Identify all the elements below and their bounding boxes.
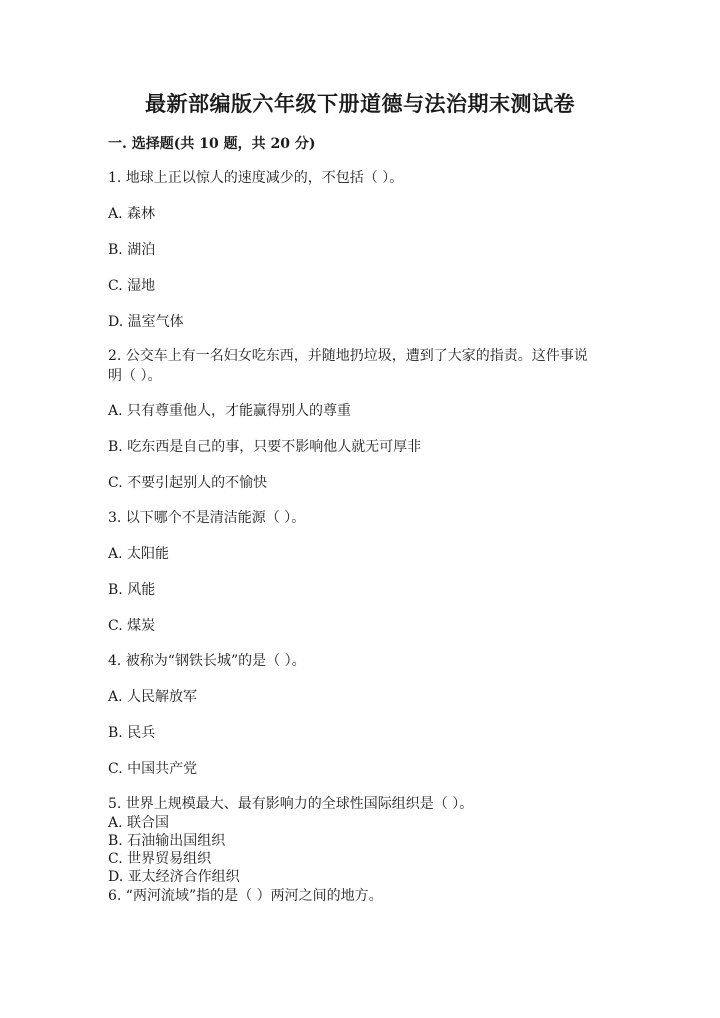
question-5-option-d: D. 亚太经济合作组织: [108, 869, 240, 885]
section-heading: 一. 选择题(共 10 题，共 20 分): [108, 136, 316, 152]
question-2-option-a: A. 只有尊重他人，才能赢得别人的尊重: [108, 403, 352, 419]
question-1-option-b: B. 湖泊: [108, 242, 156, 258]
question-2-stem-line2: 明（ ）。: [108, 368, 162, 384]
question-3-option-a: A. 太阳能: [108, 546, 170, 562]
question-3-option-c: C. 煤炭: [108, 618, 156, 634]
question-2-option-b: B. 吃东西是自己的事，只要不影响他人就无可厚非: [108, 439, 422, 455]
question-1-option-d: D. 温室气体: [108, 314, 184, 330]
question-2-stem-line1: 2. 公交车上有一名妇女吃东西，并随地扔垃圾，遭到了大家的指责。这件事说: [108, 348, 588, 364]
question-4-option-a: A. 人民解放军: [108, 689, 198, 705]
question-5-option-c: C. 世界贸易组织: [108, 851, 212, 867]
question-3-stem: 3. 以下哪个不是清洁能源（ ）。: [108, 510, 306, 526]
question-6-stem: 6. “两河流域”指的是（ ）两河之间的地方。: [108, 888, 383, 904]
question-5-option-b: B. 石油输出国组织: [108, 833, 226, 849]
question-1-option-a: A. 森林: [108, 206, 156, 222]
page-title: 最新部编版六年级下册道德与法治期末测试卷: [145, 91, 575, 116]
question-1-stem: 1. 地球上正以惊人的速度减少的，不包括（ ）。: [108, 170, 404, 186]
question-2-option-c: C. 不要引起别人的不愉快: [108, 475, 268, 491]
question-1-option-c: C. 湿地: [108, 278, 156, 294]
question-4-option-b: B. 民兵: [108, 725, 156, 741]
question-4-stem: 4. 被称为“钢铁长城”的是（ ）。: [108, 653, 306, 669]
question-4-option-c: C. 中国共产党: [108, 761, 198, 777]
question-5-option-a: A. 联合国: [108, 815, 170, 831]
question-5-stem: 5. 世界上规模最大、最有影响力的全球性国际组织是（ ）。: [108, 796, 474, 812]
question-3-option-b: B. 风能: [108, 582, 156, 598]
